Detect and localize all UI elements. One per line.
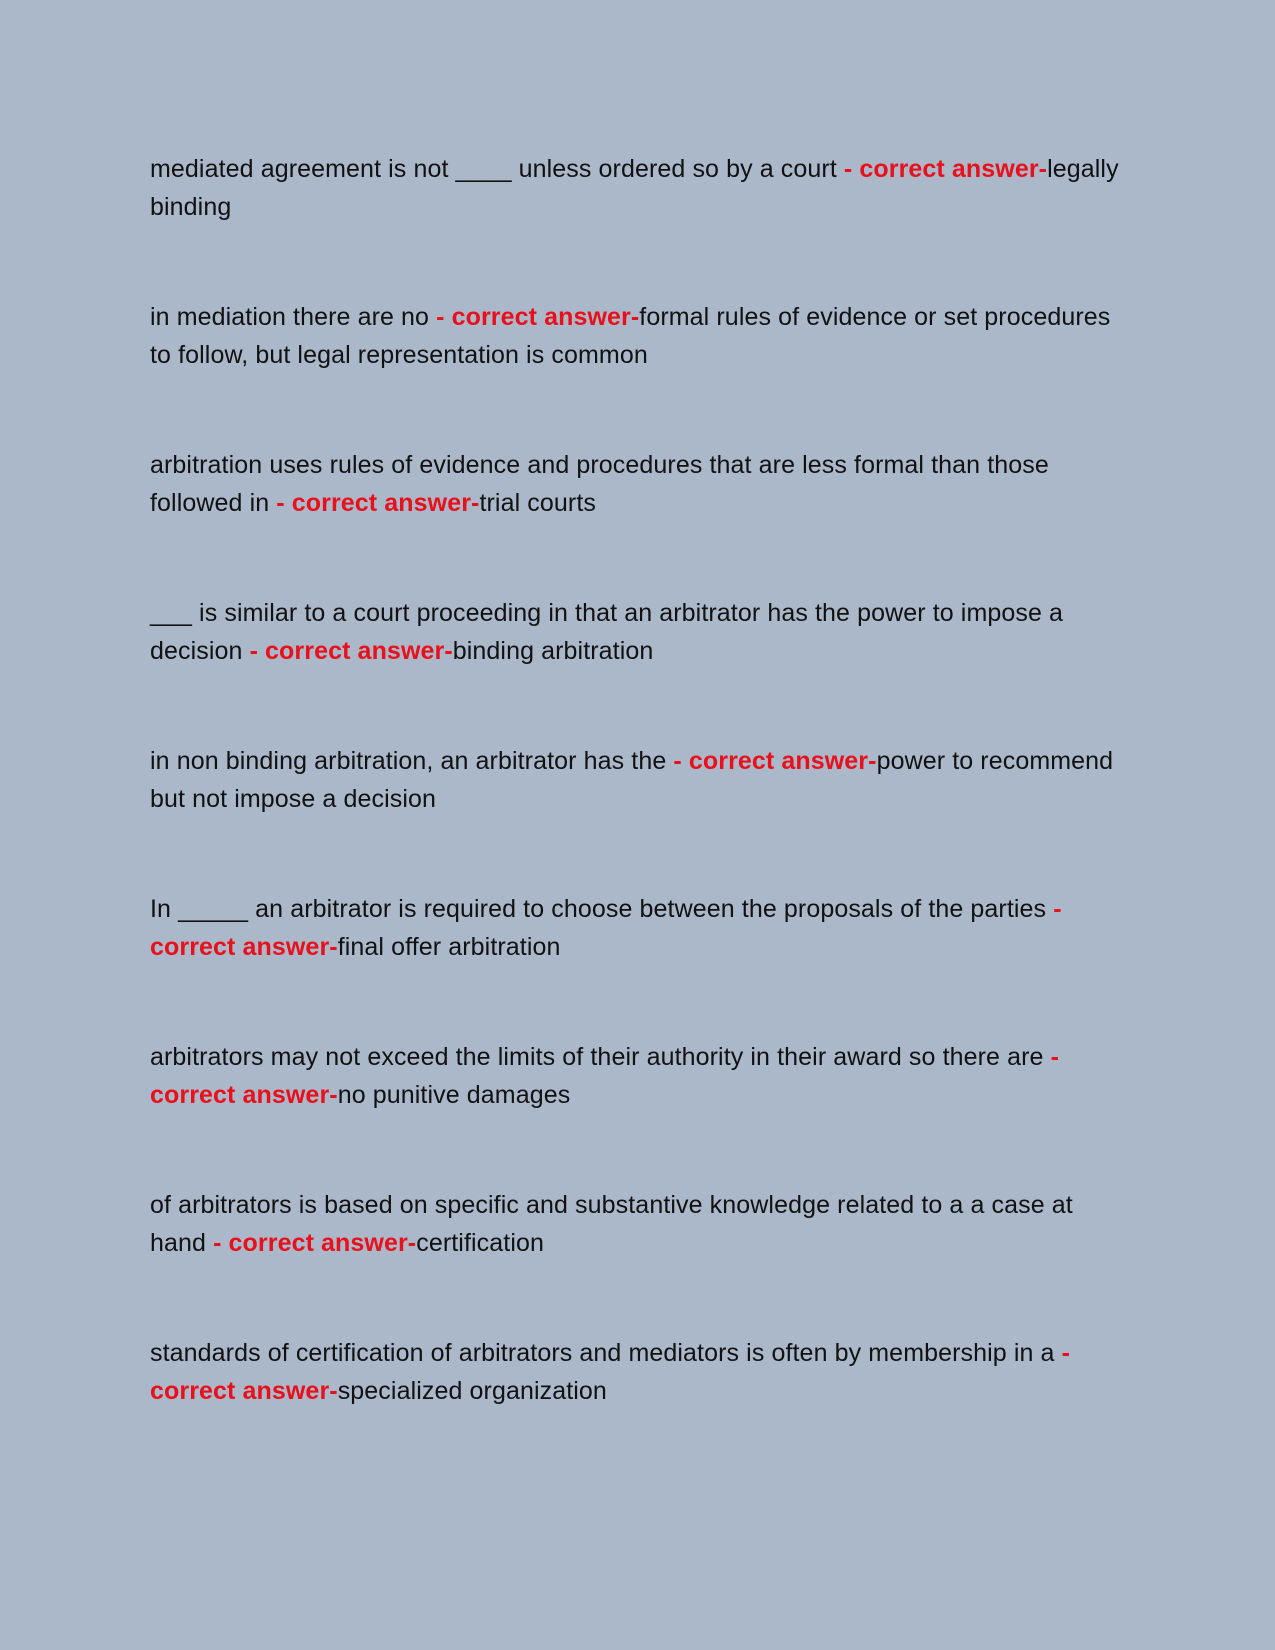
- correct-answer-marker: - correct answer-: [843, 155, 1048, 183]
- answer-text: trial courts: [479, 489, 596, 517]
- correct-answer-marker: - correct answer-: [213, 1229, 417, 1257]
- question-text: in mediation there are no: [150, 303, 437, 331]
- correct-answer-marker: - correct answer-: [150, 895, 1062, 961]
- qa-item: [150, 150, 1135, 226]
- question-text: In _____ an arbitrator is required to choose between the proposals of the parties: [150, 895, 1054, 923]
- qa-list: [150, 150, 1135, 1482]
- qa-item: [150, 298, 1135, 374]
- question-text: standards of certification of arbitrators and mediators is often by membership in a: [150, 1339, 1062, 1367]
- answer-text: no punitive damages: [337, 1081, 571, 1109]
- qa-item: [150, 890, 1135, 966]
- answer-text: power to recommend but not impose a decision: [150, 747, 1114, 813]
- correct-answer-marker: - correct answer-: [276, 489, 480, 517]
- question-text: of arbitrators is based on specific and substantive knowledge related to a a case at hand: [150, 1191, 1073, 1257]
- qa-item: [150, 594, 1135, 670]
- correct-answer-marker: - correct answer-: [436, 303, 640, 331]
- qa-item: [150, 742, 1135, 818]
- correct-answer-marker: - correct answer-: [150, 1043, 1060, 1109]
- question-text: arbitration uses rules of evidence and procedures that are less formal than those followed in: [150, 451, 1049, 517]
- answer-text: final offer arbitration: [337, 933, 561, 961]
- question-text: arbitrators may not exceed the limits of their authority in their award so there are: [150, 1043, 1051, 1071]
- qa-item: [150, 446, 1135, 522]
- answer-text: binding arbitration: [452, 637, 654, 665]
- question-text: in non binding arbitration, an arbitrator has the: [150, 747, 674, 775]
- correct-answer-marker: - correct answer-: [673, 747, 877, 775]
- answer-text: formal rules of evidence or set procedures to follow, but legal representation is common: [150, 303, 1111, 369]
- question-text: ___ is similar to a court proceeding in that an arbitrator has the power to impose a decision: [150, 599, 1064, 665]
- answer-text: certification: [416, 1229, 544, 1257]
- correct-answer-marker: - correct answer-: [150, 1339, 1071, 1405]
- answer-text: specialized organization: [337, 1377, 607, 1405]
- correct-answer-marker: - correct answer-: [249, 637, 453, 665]
- qa-item: [150, 1186, 1135, 1262]
- question-text: mediated agreement is not ____ unless ordered so by a court: [150, 155, 844, 183]
- answer-text: legally binding: [150, 155, 1119, 221]
- qa-item: [150, 1038, 1135, 1114]
- qa-item: [150, 1334, 1135, 1410]
